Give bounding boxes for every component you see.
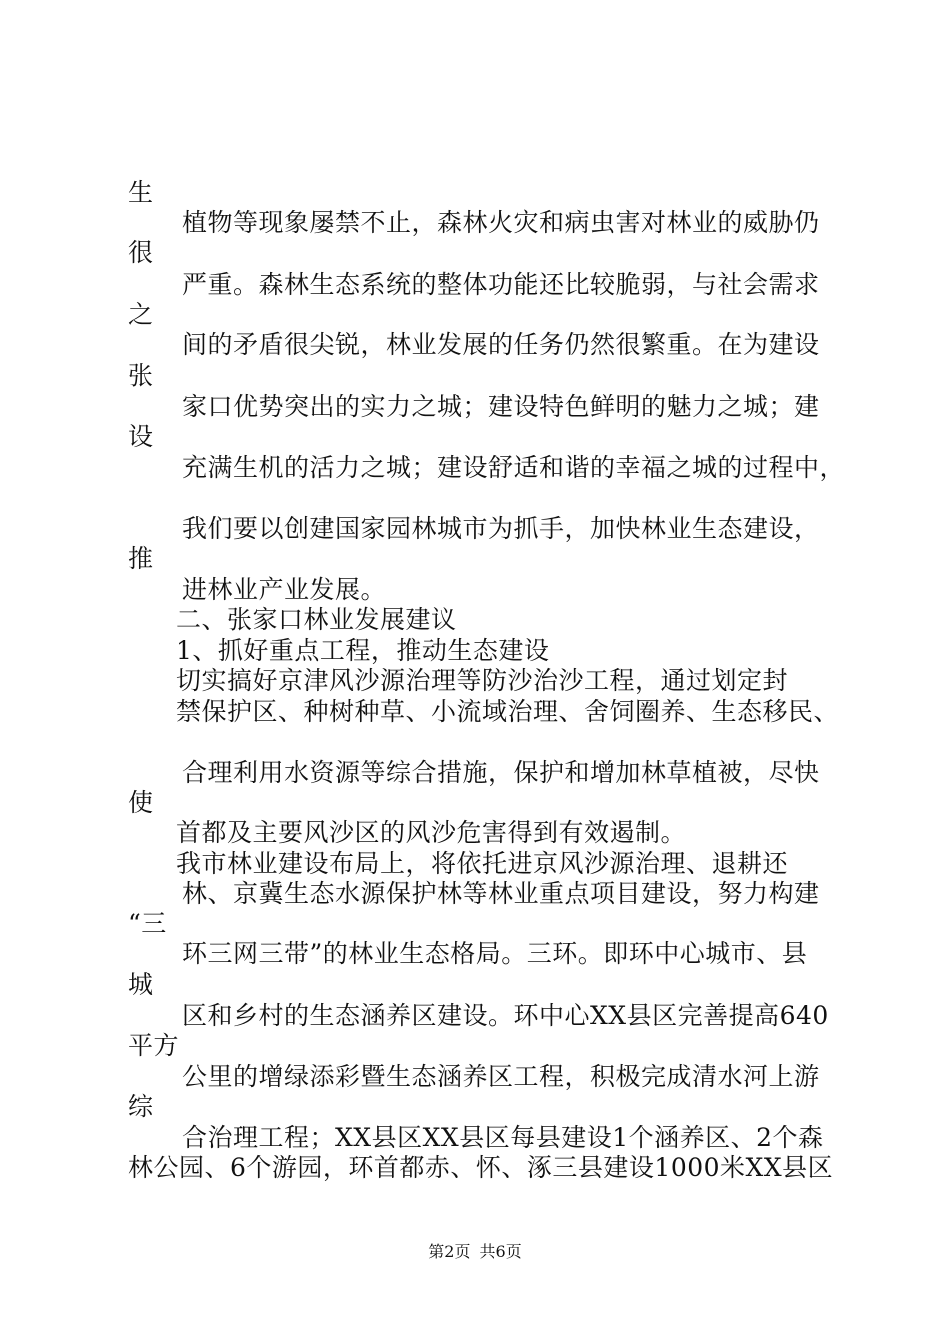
text-line: 环三网三带”的林业生态格局。三环。即环中心城市、县: [182, 939, 808, 968]
text-line: 合治理工程；XX县区XX县区每县建设1个涵养区、2个森: [182, 1123, 824, 1152]
text-line: 设: [128, 422, 154, 451]
text-line: 我们要以创建国家园林城市为抓手，加快林业生态建设，: [182, 514, 820, 543]
page-total: 共6页: [479, 1242, 522, 1261]
text-line: 首都及主要风沙区的风沙危害得到有效遏制。: [176, 818, 687, 847]
text-line: “三: [128, 909, 167, 938]
text-line: 禁保护区、种树种草、小流域治理、舍饲圈养、生态移民、: [176, 697, 840, 726]
text-line: 严重。森林生态系统的整体功能还比较脆弱，与社会需求: [182, 270, 820, 299]
text-line: 林公园、6个游园，环首都赤、怀、涿三县建设1000米XX县区: [128, 1153, 834, 1182]
text-line: 使: [128, 788, 154, 817]
text-line: 城: [128, 970, 154, 999]
text-line: 区和乡村的生态涵养区建设。环中心XX县区完善提高640: [182, 1001, 829, 1030]
text-line: 张: [128, 361, 154, 390]
text-line: 生: [128, 178, 154, 207]
page-number: 第2页: [428, 1242, 471, 1261]
page-footer: [0, 1242, 950, 1262]
text-line: 公里的增绿添彩暨生态涵养区工程，积极完成清水河上游: [182, 1062, 820, 1091]
text-line: 间的矛盾很尖锐，林业发展的任务仍然很繁重。在为建设: [182, 330, 820, 359]
text-line: 植物等现象屡禁不止，森林火灾和病虫害对林业的威胁仍: [182, 208, 820, 237]
text-line: 进林业产业发展。: [182, 575, 387, 604]
subsection-heading: 1、抓好重点工程，推动生态建设: [176, 636, 550, 665]
section-heading: 二、张家口林业发展建议: [176, 605, 457, 634]
text-line: 林、京冀生态水源保护林等林业重点项目建设，努力构建: [182, 879, 820, 908]
text-line: 综: [128, 1092, 154, 1121]
text-line: 家口优势突出的实力之城；建设特色鲜明的魅力之城；建: [182, 392, 820, 421]
text-line: 推: [128, 544, 154, 573]
text-line: 切实搞好京津风沙源治理等防沙治沙工程，通过划定封: [176, 666, 789, 695]
text-line: 平方: [128, 1031, 180, 1060]
text-line: 充满生机的活力之城；建设舒适和谐的幸福之城的过程中，: [182, 453, 846, 482]
text-line: 我市林业建设布局上，将依托进京风沙源治理、退耕还: [176, 849, 789, 878]
text-line: 很: [128, 238, 154, 267]
text-line: 之: [128, 300, 154, 329]
text-line: 合理利用水资源等综合措施，保护和增加林草植被，尽快: [182, 758, 820, 787]
